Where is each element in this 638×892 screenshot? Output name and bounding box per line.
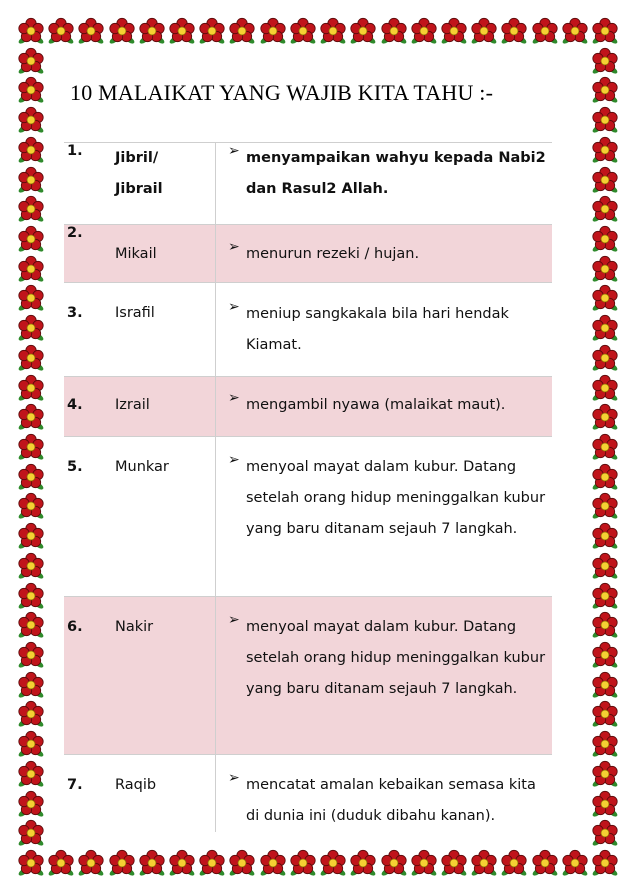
angels-table bbox=[64, 142, 552, 832]
flower-icon bbox=[258, 848, 288, 878]
angel-duty: ➢ mencatat amalan kebaikan semasa kita di dunia ini (duduk dibahu kanan). bbox=[216, 755, 553, 833]
arrow-bullet-icon: ➢ bbox=[228, 299, 240, 315]
flower-icon bbox=[590, 759, 620, 789]
flower-icon bbox=[590, 610, 620, 640]
row-number: 3. bbox=[67, 305, 83, 321]
angel-name: Izrail bbox=[115, 377, 216, 437]
flower-icon bbox=[590, 46, 620, 76]
flower-icon bbox=[379, 848, 409, 878]
flower-icon bbox=[16, 16, 46, 46]
flower-icon bbox=[16, 46, 46, 76]
flower-icon bbox=[16, 818, 46, 848]
flower-icon bbox=[46, 848, 76, 878]
angel-name: Raqib bbox=[115, 755, 216, 833]
flower-icon bbox=[560, 848, 590, 878]
row-number: 4. bbox=[67, 397, 83, 413]
flower-icon bbox=[16, 789, 46, 819]
flower-icon bbox=[590, 165, 620, 195]
row-number: 5. bbox=[67, 459, 83, 475]
row-number: 7. bbox=[67, 777, 83, 793]
row-number: 6. bbox=[67, 619, 83, 635]
flower-icon bbox=[409, 848, 439, 878]
arrow-bullet-icon: ➢ bbox=[228, 452, 240, 468]
flower-icon bbox=[16, 283, 46, 313]
flower-icon bbox=[16, 254, 46, 284]
flower-icon bbox=[318, 16, 348, 46]
flower-icon bbox=[590, 848, 620, 878]
flower-icon bbox=[288, 16, 318, 46]
table-row bbox=[64, 755, 552, 833]
flower-icon bbox=[16, 729, 46, 759]
flower-icon bbox=[590, 818, 620, 848]
flower-icon bbox=[590, 224, 620, 254]
flower-icon bbox=[16, 402, 46, 432]
flower-icon bbox=[590, 789, 620, 819]
angel-duty: ➢ menyoal mayat dalam kubur. Datang setelah orang hidup meninggalkan kubur yang baru ditanam sejauh 7 langkah. bbox=[216, 597, 553, 755]
flower-icon bbox=[16, 373, 46, 403]
flower-icon bbox=[16, 135, 46, 165]
arrow-bullet-icon: ➢ bbox=[228, 612, 240, 628]
flower-icon bbox=[560, 16, 590, 46]
flower-icon bbox=[590, 313, 620, 343]
flower-icon bbox=[590, 194, 620, 224]
flower-icon bbox=[439, 16, 469, 46]
angel-name: Munkar bbox=[115, 437, 216, 597]
flower-icon bbox=[379, 16, 409, 46]
table-row bbox=[64, 283, 552, 377]
flower-icon bbox=[227, 16, 257, 46]
flower-icon bbox=[16, 670, 46, 700]
flower-icon bbox=[16, 165, 46, 195]
angel-name: Israfil bbox=[115, 283, 216, 377]
flower-icon bbox=[590, 432, 620, 462]
flower-icon bbox=[16, 521, 46, 551]
flower-icon bbox=[590, 75, 620, 105]
flower-icon bbox=[167, 848, 197, 878]
flower-icon bbox=[16, 343, 46, 373]
flower-icon bbox=[197, 16, 227, 46]
flower-icon bbox=[590, 581, 620, 611]
flower-icon bbox=[16, 491, 46, 521]
table-row bbox=[64, 377, 552, 437]
flower-icon bbox=[348, 16, 378, 46]
flower-icon bbox=[590, 670, 620, 700]
flower-icon bbox=[16, 581, 46, 611]
flower-icon bbox=[167, 16, 197, 46]
flower-icon bbox=[16, 610, 46, 640]
flower-icon bbox=[107, 848, 137, 878]
flower-icon bbox=[16, 105, 46, 135]
flower-icon bbox=[499, 848, 529, 878]
flower-icon bbox=[590, 521, 620, 551]
flower-icon bbox=[469, 848, 499, 878]
flower-icon bbox=[16, 759, 46, 789]
table-row bbox=[64, 225, 552, 283]
angel-duty: ➢ menurun rezeki / hujan. bbox=[216, 225, 553, 283]
flower-icon bbox=[137, 848, 167, 878]
arrow-bullet-icon: ➢ bbox=[228, 239, 240, 255]
flower-icon bbox=[530, 848, 560, 878]
flower-icon bbox=[197, 848, 227, 878]
arrow-bullet-icon: ➢ bbox=[228, 143, 240, 159]
flower-icon bbox=[348, 848, 378, 878]
angel-duty: ➢ mengambil nyawa (malaikat maut). bbox=[216, 377, 553, 437]
flower-icon bbox=[107, 16, 137, 46]
angel-duty: ➢ menyoal mayat dalam kubur. Datang setelah orang hidup meninggalkan kubur yang baru ditanam sejauh 7 langkah. bbox=[216, 437, 553, 597]
page-title: 10 MALAIKAT YANG WAJIB KITA TAHU :- bbox=[70, 80, 494, 105]
angel-duty: ➢ meniup sangkakala bila hari hendak Kiamat. bbox=[216, 283, 553, 377]
flower-icon bbox=[590, 373, 620, 403]
arrow-bullet-icon: ➢ bbox=[228, 390, 240, 406]
flower-icon bbox=[590, 402, 620, 432]
flower-icon bbox=[16, 194, 46, 224]
angel-name: Nakir bbox=[115, 597, 216, 755]
flower-icon bbox=[137, 16, 167, 46]
row-number: 2. bbox=[67, 225, 83, 241]
flower-icon bbox=[439, 848, 469, 878]
flower-icon bbox=[16, 848, 46, 878]
flower-icon bbox=[16, 75, 46, 105]
flower-icon bbox=[590, 640, 620, 670]
flower-icon bbox=[16, 313, 46, 343]
angel-name: Mikail bbox=[115, 225, 216, 283]
flower-icon bbox=[258, 16, 288, 46]
flower-icon bbox=[16, 699, 46, 729]
flower-icon bbox=[469, 16, 499, 46]
arrow-bullet-icon: ➢ bbox=[228, 770, 240, 786]
flower-icon bbox=[590, 343, 620, 373]
flower-icon bbox=[590, 551, 620, 581]
flower-icon bbox=[227, 848, 257, 878]
flower-icon bbox=[409, 16, 439, 46]
flower-icon bbox=[590, 254, 620, 284]
flower-icon bbox=[76, 848, 106, 878]
table-row bbox=[64, 597, 552, 755]
flower-icon bbox=[590, 135, 620, 165]
flower-icon bbox=[590, 462, 620, 492]
flower-icon bbox=[590, 699, 620, 729]
row-number: 1. bbox=[67, 143, 83, 159]
flower-icon bbox=[16, 462, 46, 492]
flower-icon bbox=[590, 491, 620, 521]
flower-icon bbox=[530, 16, 560, 46]
flower-icon bbox=[16, 551, 46, 581]
flower-icon bbox=[16, 224, 46, 254]
flower-icon bbox=[16, 432, 46, 462]
table-row bbox=[64, 437, 552, 597]
flower-icon bbox=[590, 283, 620, 313]
angel-duty: ➢ menyampaikan wahyu kepada Nabi2 dan Rasul2 Allah. bbox=[216, 143, 553, 225]
flower-icon bbox=[288, 848, 318, 878]
table-row bbox=[64, 143, 552, 225]
flower-icon bbox=[590, 16, 620, 46]
flower-icon bbox=[499, 16, 529, 46]
angel-name: Jibril/ Jibrail bbox=[115, 143, 216, 225]
flower-icon bbox=[590, 729, 620, 759]
flower-icon bbox=[16, 640, 46, 670]
flower-icon bbox=[76, 16, 106, 46]
flower-icon bbox=[46, 16, 76, 46]
flower-icon bbox=[318, 848, 348, 878]
flower-icon bbox=[590, 105, 620, 135]
